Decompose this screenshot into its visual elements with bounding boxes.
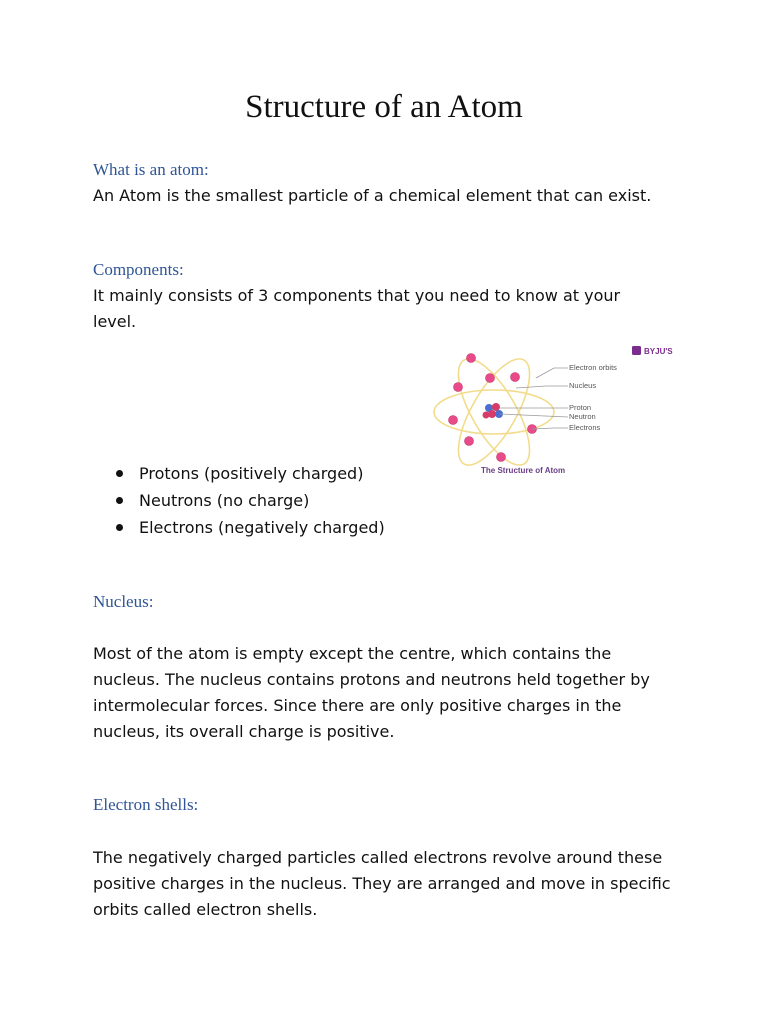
paragraph-text: An Atom is the smallest particle of a chemical element that can exist.: [93, 186, 652, 205]
heading-components: Components:: [93, 260, 184, 279]
figure-caption: The Structure of Atom: [481, 466, 566, 475]
electron-dot: [467, 354, 476, 363]
electron-dot: [465, 437, 474, 446]
electron-dot: [454, 383, 463, 392]
page-title: Structure of an Atom: [245, 89, 523, 125]
bullet-icon: [116, 497, 123, 504]
paragraph-what-is-an-atom: [93, 183, 693, 209]
label-leader-lines: [500, 368, 568, 429]
list-item-text: Neutrons (no charge): [139, 491, 310, 510]
electron-dot: [486, 374, 495, 383]
label-neutron: Neutron: [569, 412, 596, 421]
atom-structure-figure: [426, 340, 676, 490]
bullet-icon: [116, 470, 123, 477]
electron-dot: [497, 453, 506, 462]
nucleus-icon: [483, 403, 504, 419]
paragraph-text: It mainly consists of 3 components that you need to know at your level.: [93, 286, 621, 331]
list-item: [93, 460, 385, 487]
components-list: [93, 460, 385, 541]
brand-name: BYJU'S: [644, 347, 673, 356]
paragraph-text: The negatively charged particles called electrons revolve around these positive charges in the nucleus. They are arranged and move in specific orbits called electron shells.: [93, 848, 671, 919]
heading-electron-shells: Electron shells:: [93, 795, 199, 814]
heading-nucleus: Nucleus:: [93, 592, 154, 611]
paragraph-components: [93, 283, 663, 335]
paragraph-nucleus: [93, 641, 683, 745]
bullet-icon: [116, 524, 123, 531]
paragraph-electron-shells: [93, 845, 683, 923]
electron-dot: [511, 373, 520, 382]
list-item-text: Protons (positively charged): [139, 464, 364, 483]
list-item: [93, 487, 385, 514]
paragraph-text: Most of the atom is empty except the centre, which contains the nucleus. The nucleus contains protons and neutrons held together by intermolecular forces. Since there are only positive charges in the nucleus, its overall charge is positive.: [93, 644, 650, 741]
label-proton: Proton: [569, 403, 592, 412]
label-electron-orbits: Electron orbits: [569, 363, 617, 372]
byjus-logo: [632, 346, 673, 356]
electron-dot: [449, 416, 458, 425]
label-electrons: Electrons: [569, 423, 601, 432]
heading-what-is-an-atom: What is an atom:: [93, 160, 209, 179]
list-item-text: Electrons (negatively charged): [139, 518, 385, 537]
label-nucleus: Nucleus: [569, 381, 597, 390]
list-item: [93, 514, 385, 541]
